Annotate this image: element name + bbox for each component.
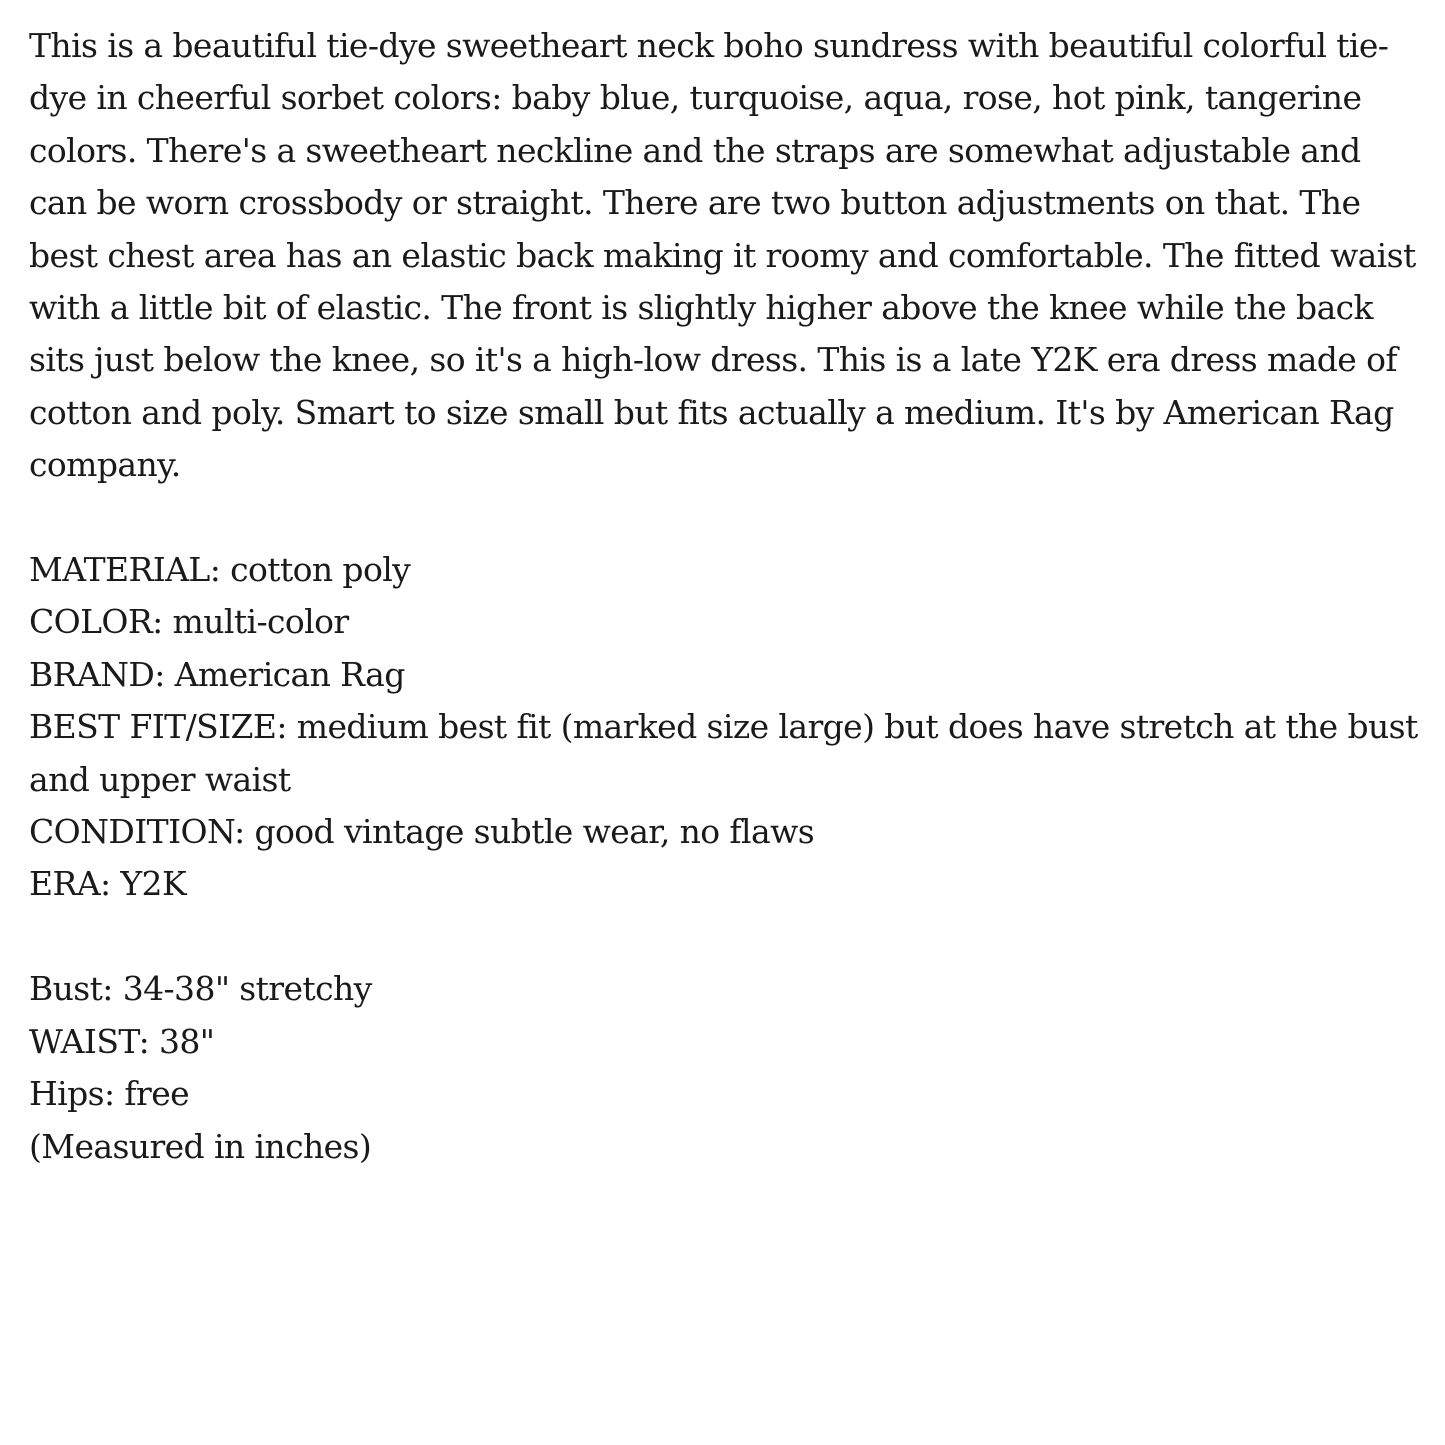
section-spacer — [29, 492, 1419, 544]
section-spacer — [29, 911, 1419, 963]
era-line: ERA: Y2K — [29, 864, 187, 904]
bust-measurement: Bust: 34-38" stretchy — [29, 969, 372, 1009]
condition-line: CONDITION: good vintage subtle wear, no flaws — [29, 812, 815, 852]
description-paragraph: This is a beautiful tie-dye sweetheart neck boho sundress with beautiful colorful tie-dye in cheerful sorbet colors: baby blue, turquoise, aqua, rose, hot pink, tangerine colors. There's a sweetheart neckline and the straps are somewhat adjustable and can be worn crossbody or straight. There are two button adjustments on that. The best chest area has an elastic back making it roomy and comfortable. The fitted waist with a little bit of elastic. The front is slightly higher above the knee while the back sits just below the knee, so it's a high-low dress. This is a late Y2K era dress made of cotton and poly. Smart to size small but fits actually a medium. It's by American Rag company. — [29, 26, 1416, 485]
listing-document — [29, 20, 1419, 1173]
material-line: MATERIAL: cotton poly — [29, 550, 411, 590]
hips-measurement: Hips: free — [29, 1074, 190, 1114]
best-fit-line: BEST FIT/SIZE: medium best fit (marked size large) but does have stretch at the bust and upper waist — [29, 707, 1418, 799]
details-section — [29, 544, 1419, 911]
brand-line: BRAND: American Rag — [29, 654, 405, 694]
color-line: COLOR: multi-color — [29, 602, 349, 642]
waist-measurement: WAIST: 38" — [29, 1021, 215, 1061]
measurements-section — [29, 963, 1419, 1173]
measurement-unit-note: (Measured in inches) — [29, 1126, 372, 1166]
